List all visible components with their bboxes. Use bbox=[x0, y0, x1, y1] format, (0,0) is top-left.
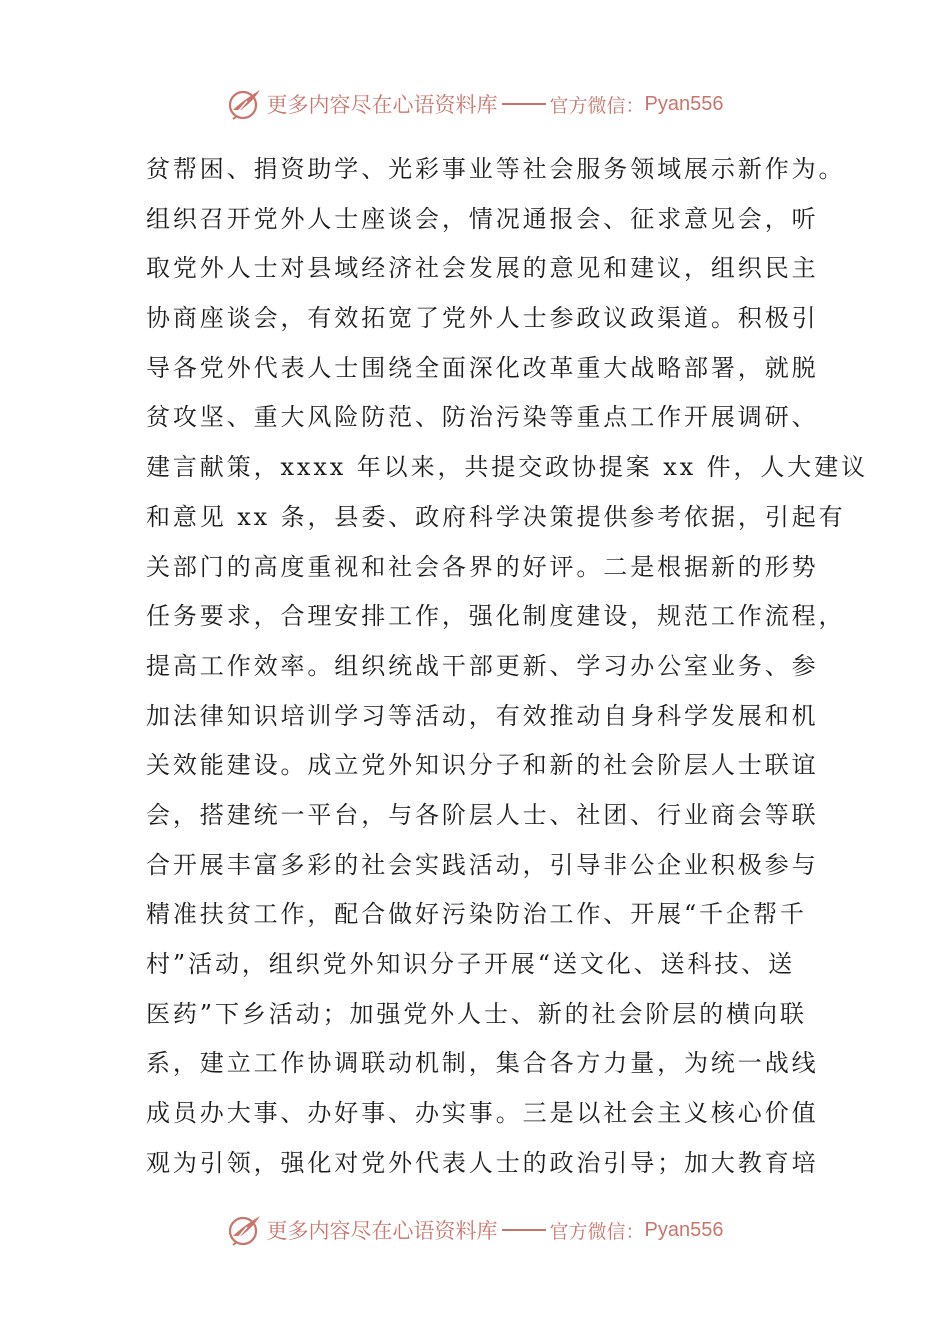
quill-logo-icon bbox=[227, 1212, 263, 1248]
watermark-wechat-label: 官方微信： bbox=[549, 1220, 645, 1243]
text-line: 协商座谈会，有效拓宽了党外人士参政议政渠道。积极引 bbox=[146, 304, 819, 333]
document-body bbox=[146, 145, 868, 1188]
text-line: 医药”下乡活动；加强党外人士、新的社会阶层的横向联 bbox=[146, 999, 807, 1028]
text-line: 关部门的高度重视和社会各界的好评。二是根据新的形势 bbox=[146, 552, 819, 581]
text-line: 合开展丰富多彩的社会实践活动，引导非公企业积极参与 bbox=[146, 850, 819, 879]
watermark-title: 更多内容尽在心语资料库 bbox=[266, 1219, 498, 1243]
text-line: 加法律知识培训学习等活动，有效推动自身科学发展和机 bbox=[146, 701, 819, 730]
header-watermark bbox=[0, 84, 950, 124]
text-line: 取党外人士对县域经济社会发展的意见和建议，组织民主 bbox=[146, 254, 819, 283]
watermark-title: 更多内容尽在心语资料库 bbox=[266, 93, 498, 117]
text-line: 贫帮困、捐资助学、光彩事业等社会服务领域展示新作为。 bbox=[146, 155, 846, 183]
text-line: 建言献策，xxxx 年以来，共提交政协提案 xx 件，人大建议 bbox=[146, 453, 868, 482]
text-line: 系，建立工作协调联动机制，集合各方力量，为统一战线 bbox=[146, 1049, 819, 1078]
text-line: 导各党外代表人士围绕全面深化改革重大战略部署，就脱 bbox=[146, 353, 819, 382]
watermark-dash bbox=[502, 1229, 546, 1231]
text-line: 提高工作效率。组织统战干部更新、学习办公室业务、参 bbox=[146, 651, 819, 680]
watermark-wechat-label: 官方微信： bbox=[549, 94, 645, 117]
text-line: 精准扶贫工作，配合做好污染防治工作、开展“千企帮千 bbox=[146, 900, 807, 929]
watermark-wechat-id: Pyan556 bbox=[644, 92, 724, 115]
text-line: 组织召开党外人士座谈会，情况通报会、征求意见会，听 bbox=[146, 204, 819, 233]
text-line: 村”活动，组织党外知识分子开展“送文化、送科技、送 bbox=[146, 950, 796, 978]
footer-watermark bbox=[0, 1210, 950, 1250]
watermark-dash bbox=[502, 103, 546, 105]
text-line: 贫攻坚、重大风险防范、防治污染等重点工作开展调研、 bbox=[146, 403, 819, 432]
text-line: 观为引领，强化对党外代表人士的政治引导；加大教育培 bbox=[146, 1148, 819, 1177]
text-line: 任务要求，合理安排工作，强化制度建设，规范工作流程， bbox=[146, 602, 846, 631]
text-line: 关效能建设。成立党外知识分子和新的社会阶层人士联谊 bbox=[146, 751, 819, 780]
text-line: 成员办大事、办好事、办实事。三是以社会主义核心价值 bbox=[146, 1099, 819, 1128]
text-line: 和意见 xx 条，县委、政府科学决策提供参考依据，引起有 bbox=[146, 502, 846, 531]
watermark-wechat-id: Pyan556 bbox=[644, 1218, 724, 1241]
quill-logo-icon bbox=[227, 86, 263, 122]
text-line: 会，搭建统一平台，与各阶层人士、社团、行业商会等联 bbox=[146, 800, 819, 829]
